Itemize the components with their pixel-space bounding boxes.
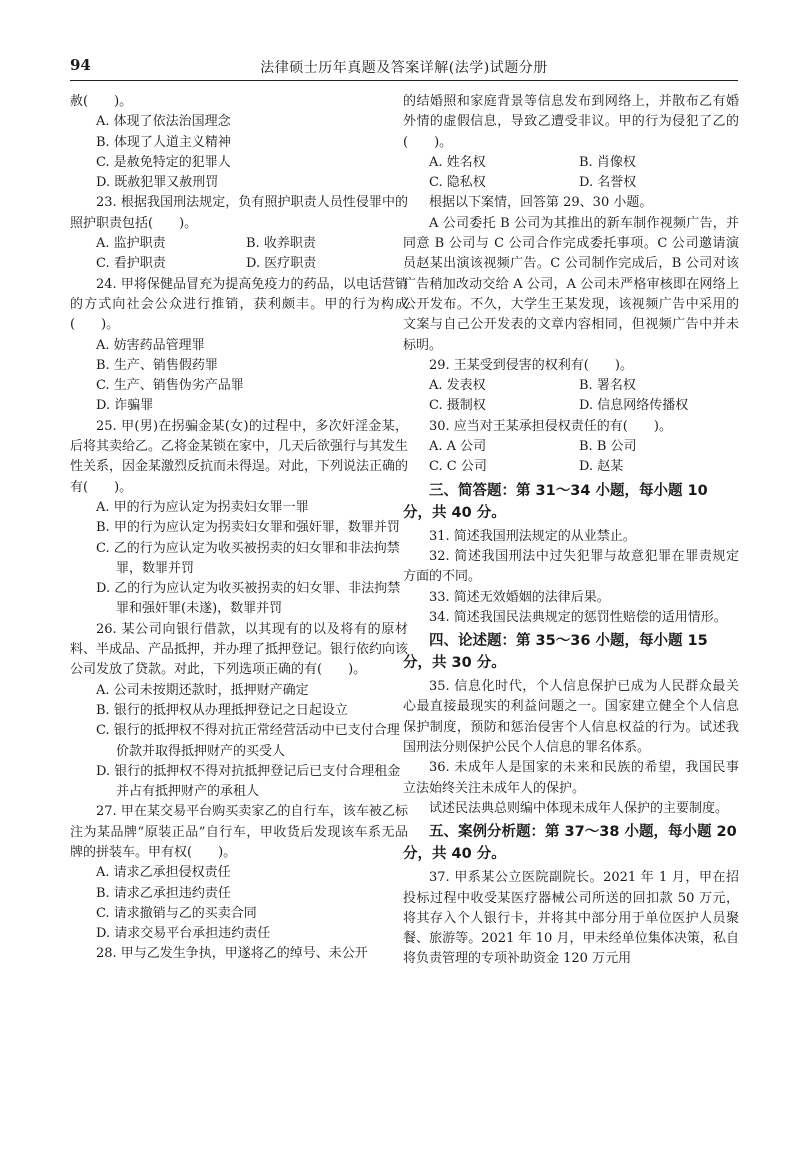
q28-option-d: D. 名誉权 xyxy=(579,175,637,191)
question-25: 25. 甲(男)在拐骗金某(女)的过程中，多次奸淫金某，后将其卖给乙。乙将金某锁在家中，几天后欲强行与其发生性关系，因金某激烈反抗而未得逞。对此，下列说法正确的有( )。 xyxy=(70,418,409,495)
q25-option-d: D. 乙的行为应认定为收买被拐卖的妇女罪、非法拘禁罪和强奸罪(未遂)，数罪并罚 xyxy=(96,581,401,617)
q25-option-a: A. 甲的行为应认定为拐卖妇女罪一罪 xyxy=(96,499,309,515)
running-title: 法律硕士历年真题及答案详解(法学)试题分册 xyxy=(260,60,548,76)
q27-option-a: A. 请求乙承担侵权责任 xyxy=(96,865,231,881)
q26-option-b: B. 银行的抵押权从办理抵押登记之日起设立 xyxy=(96,702,348,718)
left-column xyxy=(70,92,408,965)
question-22-tail: 赦( )。 xyxy=(70,94,133,109)
q28-option-c: C. 隐私权 xyxy=(429,175,486,191)
section-4-title: 四、论述题：第 35～36 小题，每小题 15 分，共 30 分。 xyxy=(403,633,708,672)
q26-option-a: A. 公司未按期还款时，抵押财产确定 xyxy=(96,682,309,698)
q30-options-row xyxy=(429,437,739,457)
q29-option-a: A. 发表权 xyxy=(429,378,486,394)
question-32: 32. 简述我国刑法中过失犯罪与故意犯罪在罪责规定方面的不同。 xyxy=(403,548,739,585)
q29-option-d: D. 信息网络传播权 xyxy=(579,398,689,414)
question-30: 30. 应当对王某承担侵权责任的有( )。 xyxy=(429,418,672,434)
q24-option-d: D. 诈骗罪 xyxy=(96,398,154,414)
q29-option-c: C. 摄制权 xyxy=(429,398,486,414)
question-34: 34. 简述我国民法典规定的惩罚性赔偿的适用情形。 xyxy=(429,609,727,625)
q24-option-c: C. 生产、销售伪劣产品罪 xyxy=(96,378,244,394)
question-33: 33. 简述无效婚姻的法律后果。 xyxy=(429,589,610,605)
question-26: 26. 某公司向银行借款，以其现有的以及将有的原材料、半成品、产品抵押，并办理了抵押登记。银行依约向该公司发放了贷款。对此，下列选项正确的有( )。 xyxy=(70,621,409,678)
q26-option-c: C. 银行的抵押权不得对抗正常经营活动中已支付合理价款并取得抵押财产的买受人 xyxy=(96,723,400,759)
section-3-title: 三、简答题：第 31～34 小题，每小题 10 分，共 40 分。 xyxy=(403,482,708,521)
q27-option-c: C. 请求撤销与乙的买卖合同 xyxy=(96,905,257,921)
q27-option-b: B. 请求乙承担违约责任 xyxy=(96,885,231,901)
q30-option-b: B. B 公司 xyxy=(579,439,637,455)
question-28-start: 28. 甲与乙发生争执，甲遂将乙的绰号、未公开 xyxy=(96,946,368,962)
q28-option-a: A. 姓名权 xyxy=(429,154,486,170)
q30-options-row xyxy=(429,457,739,477)
question-27: 27. 甲在某交易平台购买卖家乙的自行车，该车被乙标注为某品牌“原装正品”自行车，甲收货后发现该车系无品牌的拼装车。甲有权( )。 xyxy=(70,804,408,860)
q27-option-d: D. 请求交易平台承担违约责任 xyxy=(96,926,271,942)
q28-option-b: B. 肖像权 xyxy=(579,154,636,170)
q29-options-row xyxy=(429,396,739,416)
case-intro: 根据以下案情，回答第 29、30 小题。 xyxy=(429,195,653,211)
q29-option-b: B. 署名权 xyxy=(579,378,636,394)
q30-option-a: A. A 公司 xyxy=(429,439,487,455)
question-36-task: 试述民法典总则编中体现未成年人保护的主要制度。 xyxy=(429,800,729,816)
section-5-title: 五、案例分析题：第 37～38 小题，每小题 20 分，共 40 分。 xyxy=(403,824,737,863)
q26-option-d: D. 银行的抵押权不得对抗抵押登记后已支付合理租金并占有抵押财产的承租人 xyxy=(96,763,401,800)
question-23: 23. 根据我国刑法规定，负有照护职责人员性侵罪中的照护职责包括( )。 xyxy=(70,195,408,231)
q24-option-a: A. 妨害药品管理罪 xyxy=(96,337,205,353)
q23-option-b: B. 收养职责 xyxy=(246,236,316,252)
page-header xyxy=(70,54,738,81)
question-36: 36. 未成年人是国家的未来和民族的希望，我国民事立法始终关注未成年人的保护。 xyxy=(403,760,739,796)
question-29: 29. 王某受到侵害的权利有( )。 xyxy=(429,357,633,373)
q22-option-c: C. 是赦免特定的犯罪人 xyxy=(96,154,231,170)
question-28-tail: 的结婚照和家庭背景等信息发布到网络上，并散布乙有婚外情的虚假信息，导致乙遭受非议。甲的行为侵犯了乙的( )。 xyxy=(403,94,739,150)
q30-option-d: D. 赵某 xyxy=(579,459,624,475)
q23-options-row xyxy=(96,234,408,254)
q28-options-row xyxy=(429,173,739,193)
q23-options-row xyxy=(96,254,408,274)
q23-option-d: D. 医疗职责 xyxy=(246,256,317,272)
q22-option-b: B. 体现了人道主义精神 xyxy=(96,134,231,150)
question-37: 37. 甲系某公立医院副院长。2021 年 1 月，甲在招投标过程中收受某医疗器械公司所送的回扣款 50 万元，将其存入个人银行卡，并将其中部分用于单位医护人员聚餐、旅游等。2021 年 10 月，甲未经单位集体决策，私自将负责管理的专项补助资金 120 万元用 xyxy=(403,870,739,967)
page-number: 94 xyxy=(70,56,91,74)
q28-options-row xyxy=(429,153,739,173)
q29-options-row xyxy=(429,376,739,396)
q25-option-b: B. 甲的行为应认定为拐卖妇女罪和强奸罪，数罪并罚 xyxy=(96,520,400,536)
q25-option-c: C. 乙的行为应认定为收买被拐卖的妇女罪和非法拘禁罪，数罪并罚 xyxy=(96,540,400,576)
question-35: 35. 信息化时代，个人信息保护已成为人民群众最关心最直接最现实的利益问题之一。国家建立健全个人信息保护制度，预防和惩治侵害个人信息权益的行为。试述我国刑法分则保护公民个人信息的罪名体系。 xyxy=(403,679,739,756)
q23-option-a: A. 监护职责 xyxy=(96,236,166,252)
q22-option-d: D. 既赦犯罪又赦刑罚 xyxy=(96,175,219,191)
q24-option-b: B. 生产、销售假药罪 xyxy=(96,357,218,373)
q23-option-c: C. 看护职责 xyxy=(96,256,166,272)
q22-option-a: A. 体现了依法治国理念 xyxy=(96,114,231,130)
right-column xyxy=(403,92,739,970)
case-text: A 公司委托 B 公司为其推出的新车制作视频广告，并同意 B 公司与 C 公司合作完成委托事项。C 公司邀请演员赵某出演该视频广告。C 公司制作完成后，B 公司对该广告稍加改动交给 A 公司，A 公司未严格审核即在网络上公开发布。不久，大学生王某发现，该视频广告中采用的文案与自己公开发表的文章内容相同，但视频广告中并未标明。 xyxy=(403,215,739,353)
question-31: 31. 简述我国刑法规定的从业禁止。 xyxy=(429,528,636,544)
q30-option-c: C. C 公司 xyxy=(429,459,487,475)
question-24: 24. 甲将保健品冒充为提高免疫力的药品，以电话营销的方式向社会公众进行推销，获利颇丰。甲的行为构成( )。 xyxy=(70,276,408,333)
